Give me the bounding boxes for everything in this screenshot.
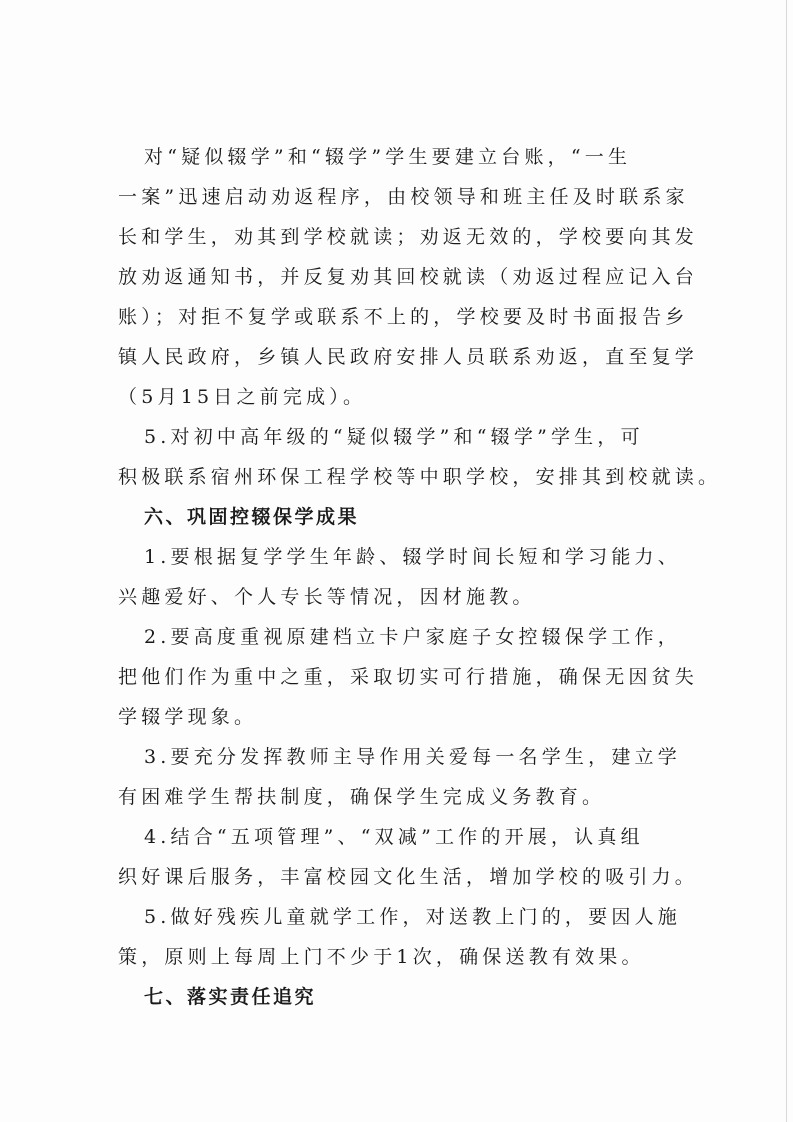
- paragraph-line: 1.要根据复学学生年龄、辍学时间长短和学习能力、: [144, 546, 681, 568]
- paragraph-line: 5.做好残疾儿童就学工作，对送教上门的，要因人施: [144, 906, 681, 928]
- document-body: [118, 137, 722, 1017]
- paragraph-line: 积极联系宿州环保工程学校等中职学校，安排其到校就读。: [118, 466, 722, 488]
- paragraph-line: （5月15日之前完成）。: [118, 386, 367, 408]
- paragraph-line: 对“疑似辍学”和“辍学”学生要建立台账，“一生: [144, 146, 632, 168]
- paragraph-line: 织好课后服务，丰富校园文化生活，增加学校的吸引力。: [118, 866, 699, 888]
- paragraph-line: 账）；对拒不复学或联系不上的，学校要及时书面报告乡: [118, 306, 689, 328]
- paragraph-line: 把他们作为重中之重，采取切实可行措施，确保无因贫失: [118, 666, 699, 688]
- paragraph-line: 长和学生，劝其到学校就读；劝返无效的，学校要向其发: [118, 226, 699, 248]
- paragraph-line: 3.要充分发挥教师主导作用关爱每一名学生，建立学: [144, 746, 681, 768]
- paragraph-line: 一案”迅速启动劝返程序，由校领导和班主任及时联系家: [118, 186, 689, 208]
- scan-edge-line: [786, 0, 787, 1122]
- section-heading-6: 六、巩固控辍保学成果: [144, 506, 360, 528]
- paragraph-line: 2.要高度重视原建档立卡户家庭子女控辍保学工作，: [144, 626, 681, 648]
- paragraph-line: 学辍学现象。: [118, 706, 258, 728]
- paragraph-line: 兴趣爱好、个人专长等情况，因材施教。: [118, 586, 536, 608]
- paragraph-line: 镇人民政府，乡镇人民政府安排人员联系劝返，直至复学: [118, 346, 699, 368]
- section-heading-7: 七、落实责任追究: [144, 986, 317, 1008]
- paragraph-line: 放劝返通知书，并反复劝其回校就读（劝返过程应记入台: [118, 266, 699, 288]
- paragraph-line: 4.结合“五项管理”、“双减”工作的开展，认真组: [144, 826, 644, 848]
- paragraph-line: 5.对初中高年级的“疑似辍学”和“辍学”学生，可: [144, 426, 644, 448]
- paragraph-line: 策，原则上每周上门不少于1次，确保送教有效果。: [118, 946, 645, 968]
- paragraph-line: 有困难学生帮扶制度，确保学生完成义务教育。: [118, 786, 606, 808]
